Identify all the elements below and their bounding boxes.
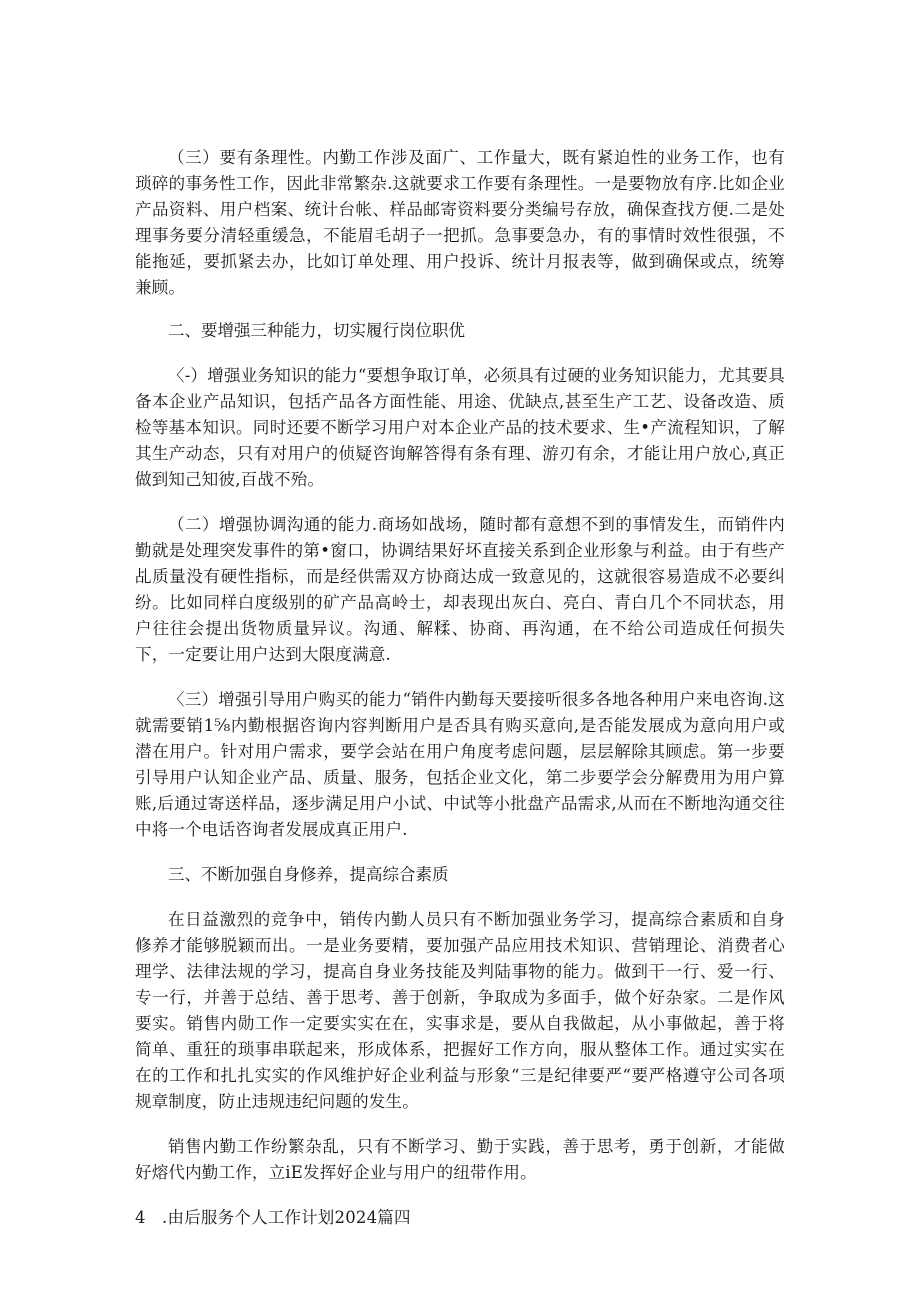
paragraph-organization: （三）要有条理性。内勤工作涉及面广、工作量大，既有紧迫性的业务工作，也有琐碎的事务性工作，因此非常繁杂.这就要求工作要有条理性。一是要物放有序.比如企业产品资料、用户档案、统计台帐、样品邮寄资料要分类编号存放，确保查找方便.二是处理事务要分清轻重缓急，不能眉毛胡子一把抓。急事要急办，有的事情时效性很强，不能拖延，要抓紧去办，比如订单处理、用户投诉、统计月报表等，做到确保或点，统筹兼顾。 xyxy=(135,148,785,297)
paragraph-business-knowledge: 〈-）增强业务知识的能力“要想争取订单，必须具有过硬的业务知识能力，尤其要具备本企业产品知识，包括产品各方面性能、用途、优缺点,甚至生产工艺、设备改造、质检等基本知识。同时还要不断学习用户对本企业产品的技术要求、生•产流程知识，了解其生产动态，只有对用户的侦疑咨询解答得有条有理、游刃有余，才能让用户放心,真正做到知己知彼,百战不殆。 xyxy=(135,366,785,489)
document-page xyxy=(135,145,785,1231)
paragraph-communication: （二）增强协调沟通的能力.商场如战场，随时都有意想不到的事情发生，而销件内勤就是处理突发事件的第•窗口，协调结果好坏直接关系到企业形象与利益。由于有些产乩质量没有硬性指标，而是经供需双方协商达成一致意见的，这就很容易造成不必要纠纷。比如同样白度级别的矿产品高岭士，却表现出灰白、亮白、青白几个不同状态，用户往往会提出货物质量异议。沟通、解糅、协商、再沟通，在不给公司造成任何损失下，一定要让用户达到大限度满意. xyxy=(135,515,785,664)
list-item-text: .由后服务个人工作计划2024篇四 xyxy=(162,1208,411,1227)
list-item-section-four xyxy=(135,1205,785,1231)
section-heading-two: 二、要增强三种能力，切实履行岗位职优 xyxy=(168,321,465,340)
section-heading-three: 三、不断加强自身修养，提高综合素质 xyxy=(168,865,449,884)
paragraph-self-cultivation: 在日益激烈的竞争中，销传内勤人员只有不断加强业务学习，提高综合素质和自身修养才能够脱颖而出。一是业务要精，要加强产品应用技术知识、营销理论、消费者心理学、法律法规的学习，提高自身业务技能及判陆事物的能力。做到干一行、爱一行、专一行，并善于总结、善于思考、善于创新，争取成为多面手，做个好杂家。二是作风要实。销售内勋工作一定要实实在在，实事求是，要从自我做起，从小事做起，善于将简单、重狂的琐事串联起来，形成体系，把握好工作方向，服从整体工作。通过实实在在的工作和扎扎实实的作风维护好企业利益与形象“三是纪律要严“要严格遵守公司各项规章制度，防止违规违纪问题的发生。 xyxy=(135,910,785,1111)
list-item-number: 4 xyxy=(135,1208,146,1227)
paragraph-conclusion: 销售内勤工作纷繁杂乱，只有不断学习、勤于实践，善于思考，勇于创新，才能做好熔代内勤工作，立iE发挥好企业与用户的纽带作用。 xyxy=(135,1137,785,1182)
paragraph-guide-purchase: 〈三）增强引导用户购买的能力“销件内勤每天要接听很多各地各种用户来电咨询.这就需要销1⅝内勤根据咨询内容判断用户是否具有购买意向,是否能发展成为意向用户或潜在用户。针对用户需求，要学会站在用户角度考虑问题，层层解除其顾虑。第一步要引导用户认知企业产品、质量、服务，包括企业文化，第二步要学会分解费用为用户算账,后通过寄送样品，逐步满足用户小试、中试等小批盘产品需求,从而在不断地沟通交往中将一个电话咨询者发展成真正用户. xyxy=(135,690,785,839)
